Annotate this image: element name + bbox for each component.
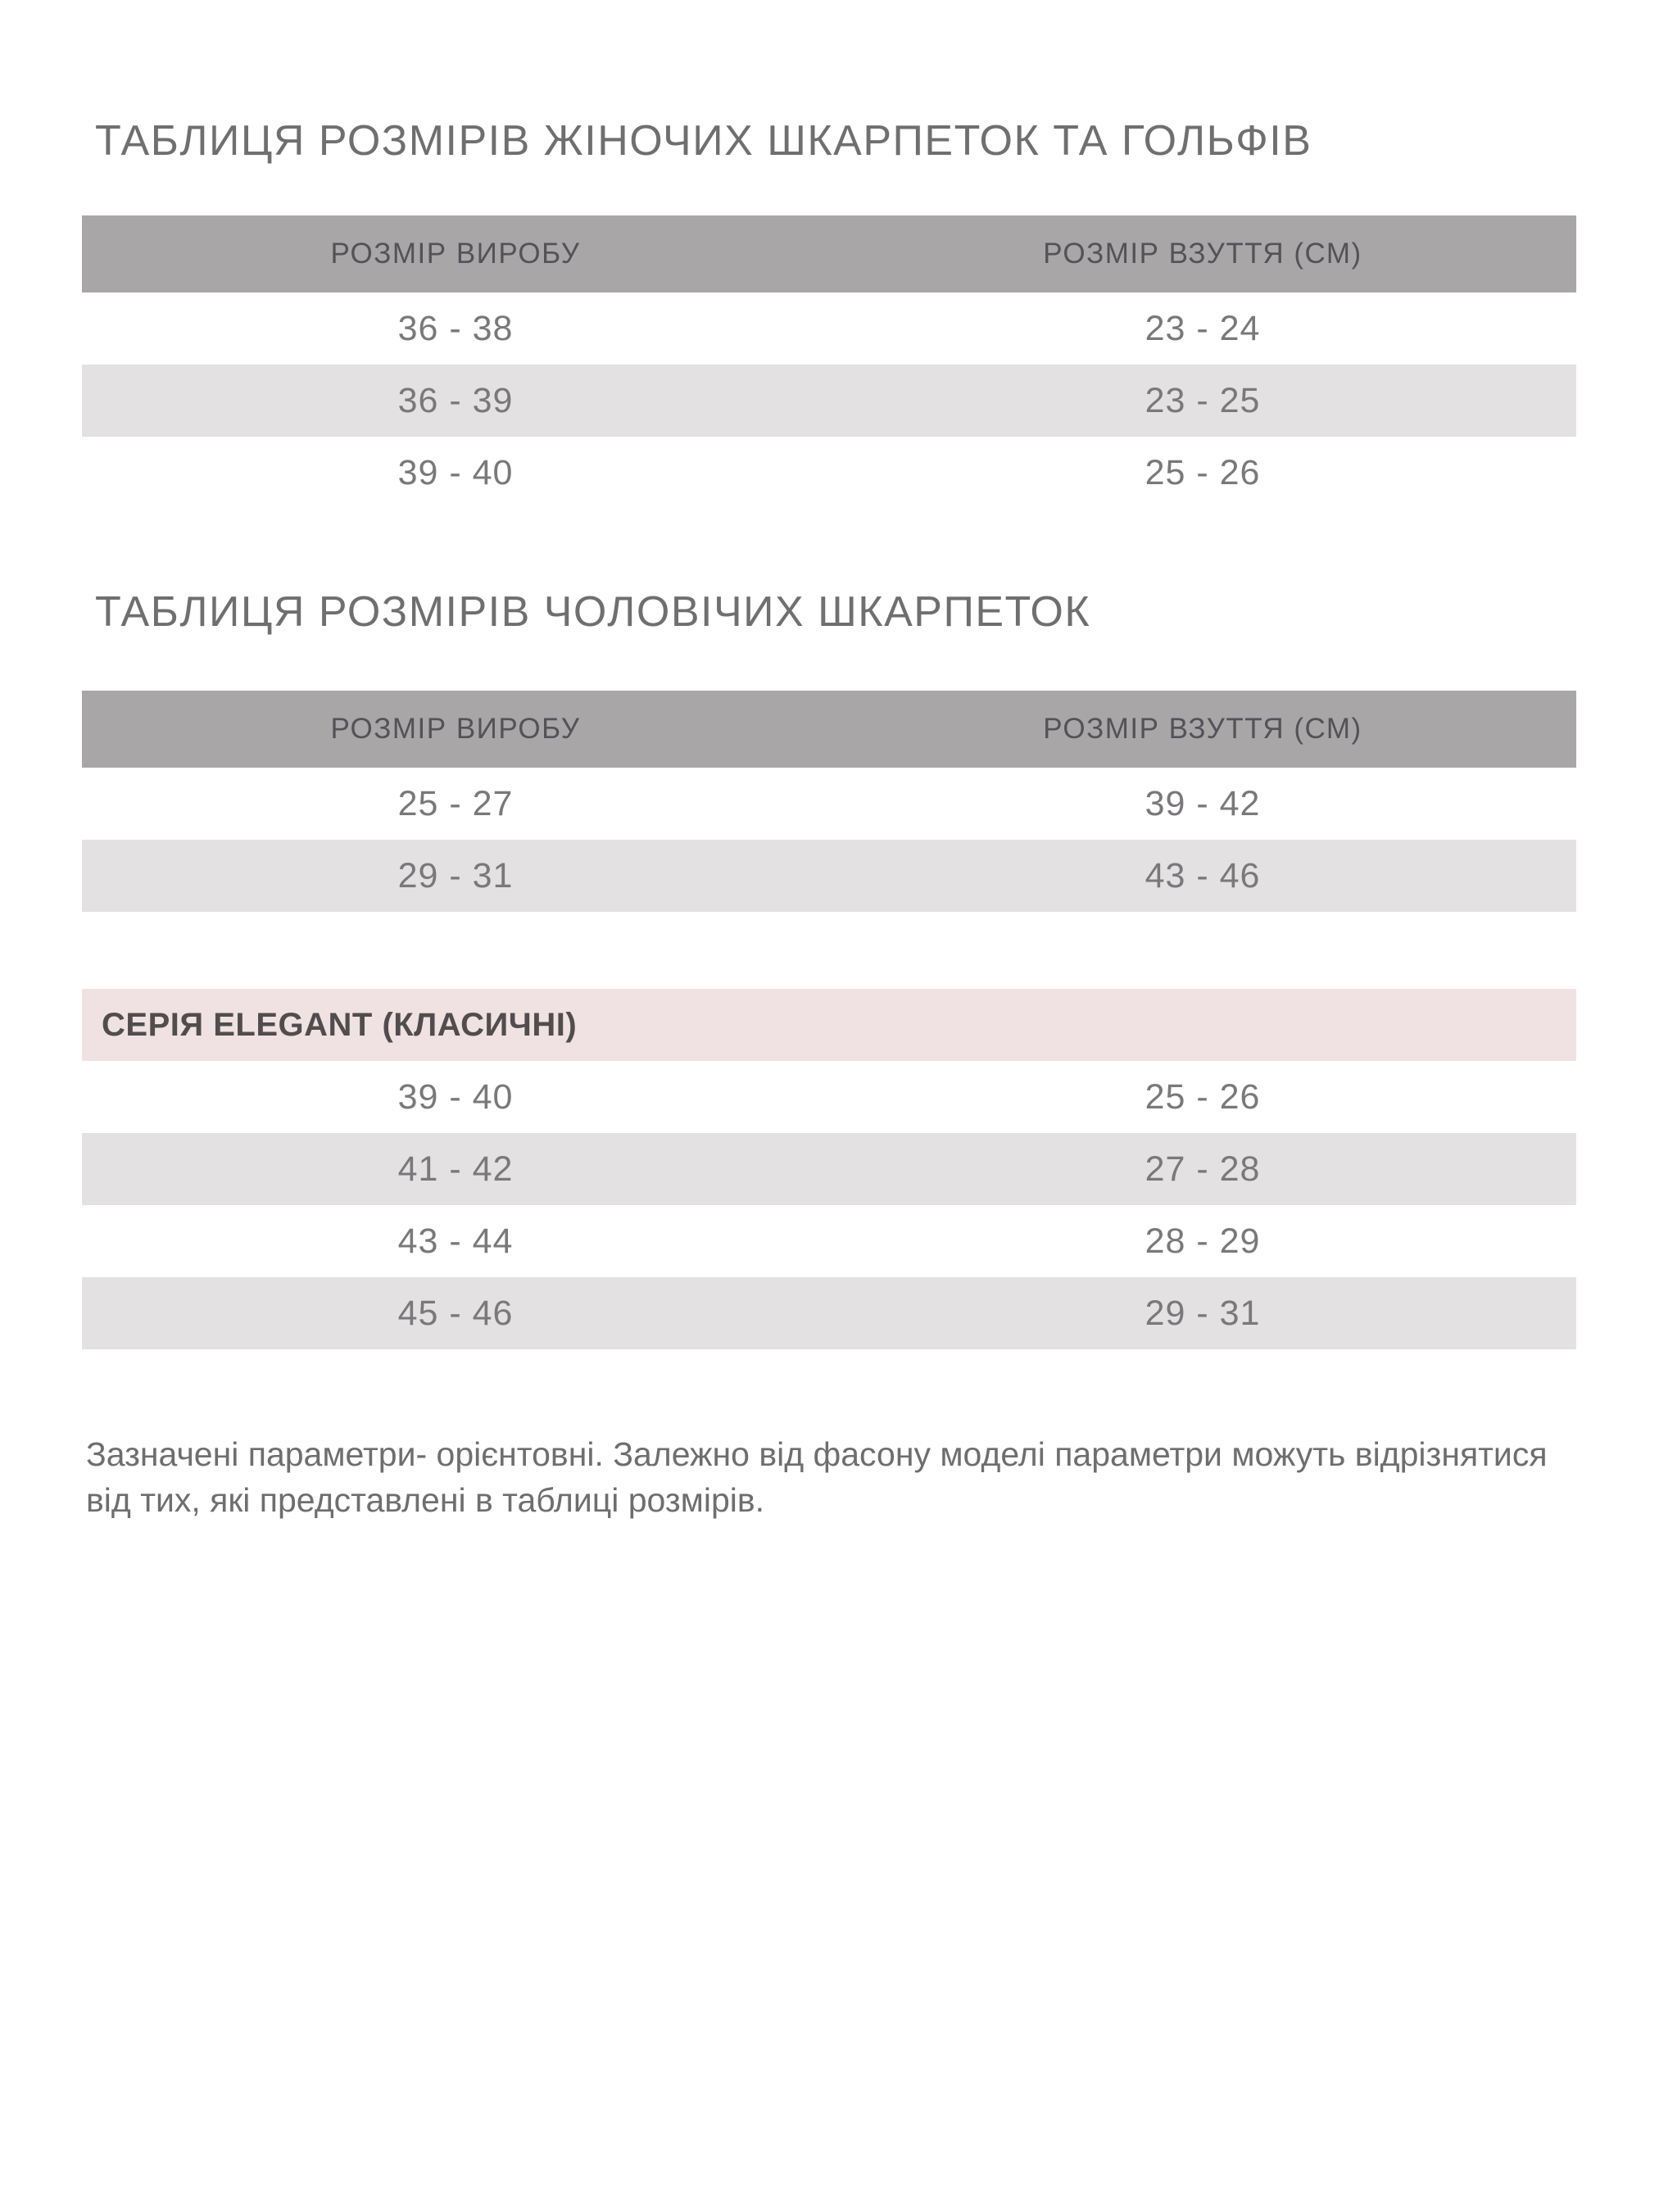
table-row	[82, 292, 1576, 365]
elegant-sizes-table	[82, 1061, 1576, 1349]
column-header-product-size: РОЗМІР ВИРОБУ	[330, 713, 581, 745]
product-size-cell: 39 - 40	[397, 1077, 514, 1117]
shoe-size-cell: 43 - 46	[1145, 855, 1261, 895]
elegant-series-label: СЕРІЯ ELEGANT (КЛАСИЧНІ)	[102, 1006, 578, 1043]
women-sizes-title: ТАБЛИЦЯ РОЗМІРІВ ЖІНОЧИХ ШКАРПЕТОК ТА ГОЛЬФІВ	[95, 116, 1312, 165]
shoe-size-cell: 39 - 42	[1145, 783, 1261, 823]
women-sizes-table	[82, 215, 1576, 509]
table-row	[82, 768, 1576, 840]
men-sizes-title: ТАБЛИЦЯ РОЗМІРІВ ЧОЛОВІЧИХ ШКАРПЕТОК	[95, 587, 1091, 636]
column-header-shoe-size: РОЗМІР ВЗУТТЯ (СМ)	[1043, 713, 1362, 745]
product-size-cell: 41 - 42	[397, 1149, 514, 1189]
shoe-size-cell: 25 - 26	[1145, 452, 1261, 492]
table-row	[82, 365, 1576, 437]
shoe-size-cell: 27 - 28	[1145, 1149, 1261, 1189]
men-sizes-table	[82, 691, 1576, 912]
shoe-size-cell: 25 - 26	[1145, 1077, 1261, 1117]
table-row	[82, 1205, 1576, 1277]
disclaimer-line-1: Зазначені параметри- орієнтовні. Залежно від фасону моделі параметри можуть відрізнятися	[86, 1435, 1548, 1473]
shoe-size-cell: 29 - 31	[1145, 1293, 1261, 1333]
product-size-cell: 25 - 27	[397, 783, 514, 823]
table-row	[82, 1277, 1576, 1349]
product-size-cell: 36 - 39	[397, 380, 514, 420]
women-table-header-row	[82, 215, 1576, 292]
table-row	[82, 840, 1576, 912]
table-row	[82, 1061, 1576, 1133]
product-size-cell: 39 - 40	[397, 452, 514, 492]
column-header-shoe-size: РОЗМІР ВЗУТТЯ (СМ)	[1043, 238, 1362, 270]
men-table-header-row	[82, 691, 1576, 768]
elegant-series-band	[82, 989, 1576, 1061]
shoe-size-cell: 23 - 24	[1145, 308, 1261, 348]
product-size-cell: 45 - 46	[397, 1293, 514, 1333]
disclaimer-note	[86, 1431, 1610, 1523]
shoe-size-cell: 28 - 29	[1145, 1221, 1261, 1261]
disclaimer-line-2: від тих, які представлені в таблиці розмірів.	[86, 1481, 765, 1519]
column-header-product-size: РОЗМІР ВИРОБУ	[330, 238, 581, 270]
shoe-size-cell: 23 - 25	[1145, 380, 1261, 420]
product-size-cell: 36 - 38	[397, 308, 514, 348]
table-row	[82, 1133, 1576, 1205]
table-row	[82, 437, 1576, 509]
product-size-cell: 29 - 31	[397, 855, 514, 895]
product-size-cell: 43 - 44	[397, 1221, 514, 1261]
